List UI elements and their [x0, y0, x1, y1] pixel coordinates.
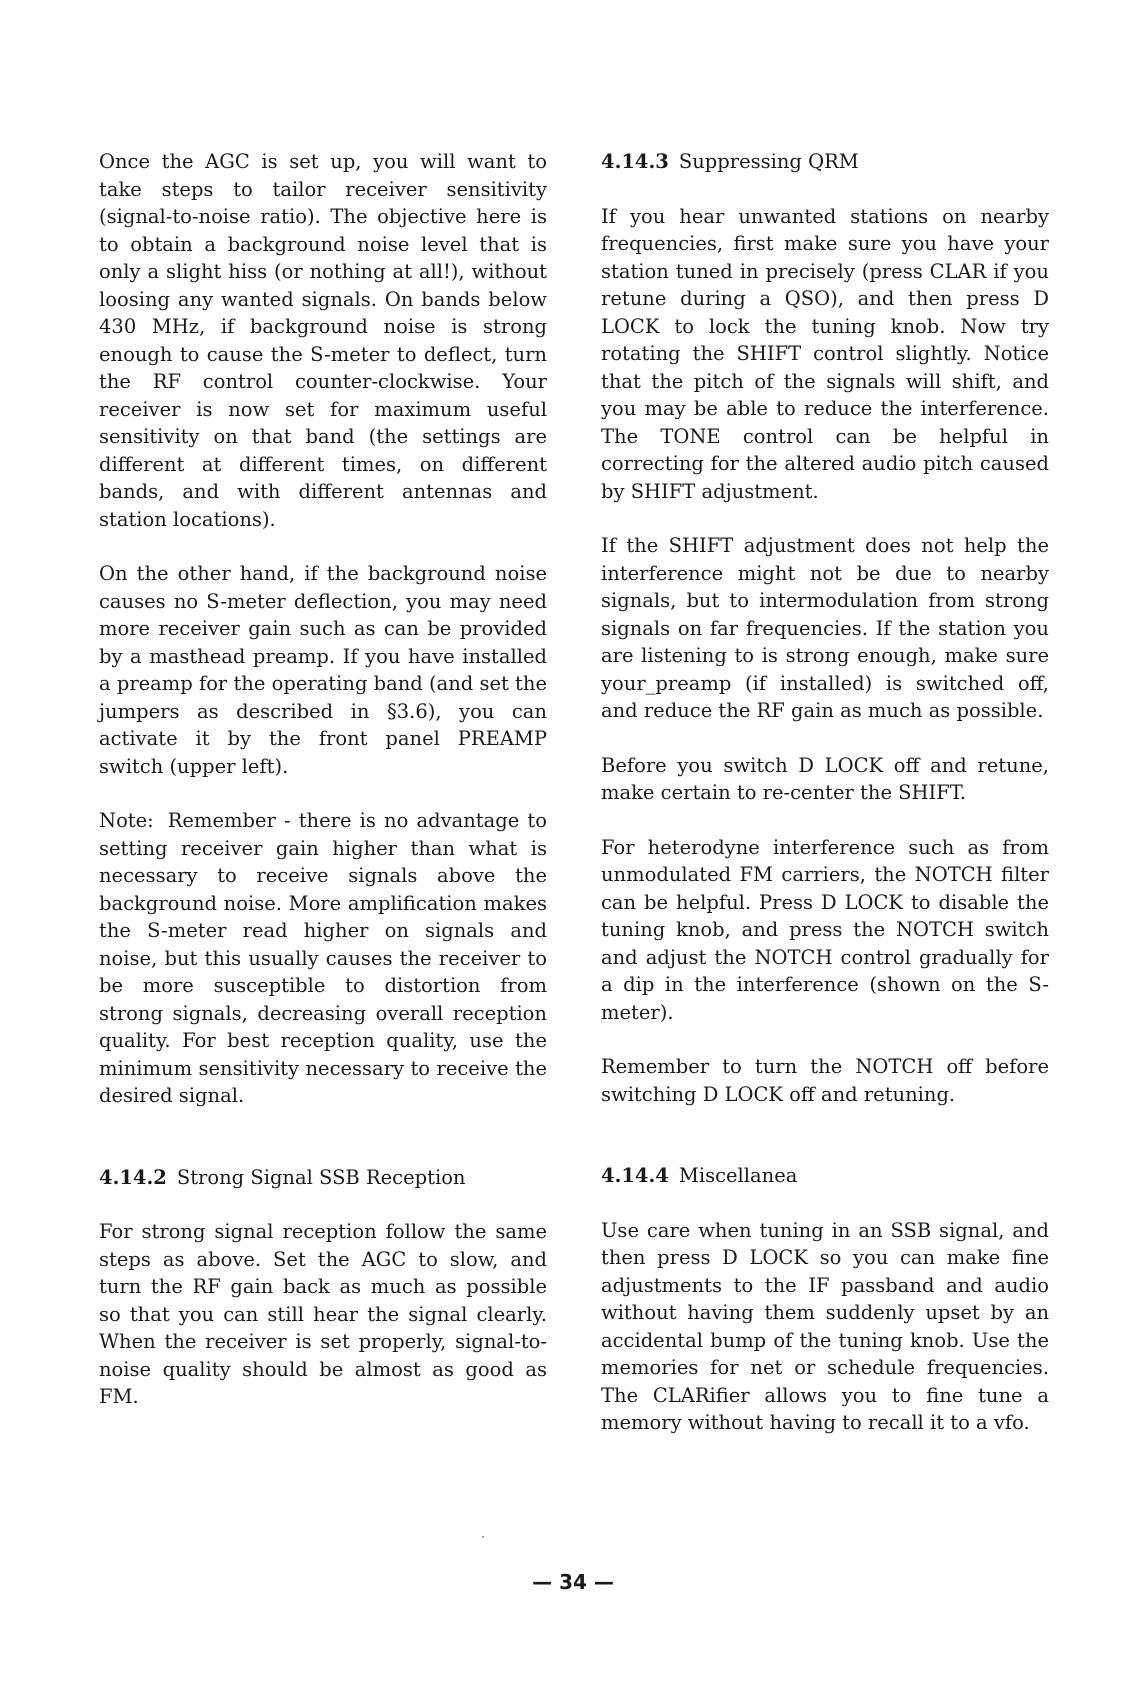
section-title: Suppressing QRM — [678, 150, 859, 173]
paragraph-qrm-intro: If you hear unwanted stations on nearby frequencies, first make sure you have your station tuned in precisely (press CLAR if you retune during a QSO), and then press D LOCK to lock the tuning knob. Now try rotating the SHIFT control slightly. Notice that the pitch of the signals will shift, and you may be able to reduce the interference. The TONE control can be helpful in correcting for the altered audio pitch caused by SHIFT adjustment. — [601, 204, 1049, 503]
section-number: 4.14.4 — [601, 1164, 669, 1187]
paragraph-recenter-shift: Before you switch D LOCK off and retune, make certain to re-center the SHIFT. — [601, 753, 1049, 804]
paragraph-notch: For heterodyne interference such as from unmodulated FM carriers, the NOTCH filter can be helpful. Press D LOCK to disable the tuning knob, and press the NOTCH switch and adjust the NOTCH control gradually for a dip in the interference (shown on the S-meter). — [601, 835, 1049, 1024]
scan-speck — [482, 1536, 484, 1538]
paragraph-strong-signal: For strong signal reception follow the same steps as above. Set the AGC to slow, and turn the RF gain back as much as possible so that you can still hear the signal clearly. When the receiver is set properly, signal-to-noise quality should be almost as good as FM. — [99, 1220, 547, 1408]
section-number: 4.14.2 — [99, 1165, 167, 1189]
note-text: Remember - there is no advantage to setting receiver gain higher than what is necessary to receive signals above the background noise. More amplification makes the S-meter read higher on signals and noise, but this usually causes the receiver to be more susceptible to distortion from strong signals, decreasing overall reception quality. For best reception quality, use the minimum sensitivity necessary to receive the desired signal. — [99, 809, 547, 1107]
paragraph-preamp: On the other hand, if the background noise causes no S-meter deflection, you may need more receiver gain such as can be provided by a masthead preamp. If you have installed a preamp for the operating band (and set the jumpers as described in §3.6), you can activate it by the front panel PREAMP switch (upper left). — [99, 562, 547, 778]
paragraph-miscellanea: Use care when tuning in an SSB signal, and then press D LOCK so you can make fine adjustments to the IF passband and audio without having them suddenly upset by an accidental bump of the tuning knob. Use the memories for net or schedule frequencies. The CLARifier allows you to fine tune a memory without having to recall it to a vfo. — [601, 1218, 1049, 1434]
paragraph-notch-off: Remember to turn the NOTCH off before switching D LOCK off and retuning. — [601, 1055, 1049, 1106]
paragraph-agc-sensitivity: Once the AGC is set up, you will want to take steps to tailor receiver sensitivity (signal-to-noise ratio). The objective here is to obtain a background noise level that is only a slight hiss (or nothing at all!), without loosing any wanted signals. On bands below 430 MHz, if background noise is strong enough to cause the S-meter to deflect, turn the RF control counter-clockwise. Your receiver is now set for maximum useful sensitivity on that band (the settings are different at different times, on different bands, and with different antennas and station locations). — [99, 150, 547, 531]
section-number: 4.14.3 — [601, 150, 669, 173]
right-column — [601, 148, 1049, 1464]
paragraph-intermodulation: If the SHIFT adjustment does not help the interference might not be due to nearby signals, but to intermodulation from strong signals on far frequencies. If the station you are listening to is strong enough, make sure your_preamp (if installed) is switched off, and reduce the RF gain as much as possible. — [601, 534, 1049, 722]
section-title: Strong Signal SSB Reception — [176, 1165, 466, 1189]
note-paragraph — [99, 807, 547, 1110]
section-title: Miscellanea — [678, 1164, 798, 1187]
section-heading-4-14-3 — [601, 148, 1049, 176]
section-heading-4-14-2 — [99, 1164, 547, 1192]
left-column — [99, 148, 547, 1438]
section-heading-4-14-4 — [601, 1162, 1049, 1190]
page-number: — 34 — — [532, 1570, 614, 1594]
note-label: Note: — [99, 809, 154, 832]
